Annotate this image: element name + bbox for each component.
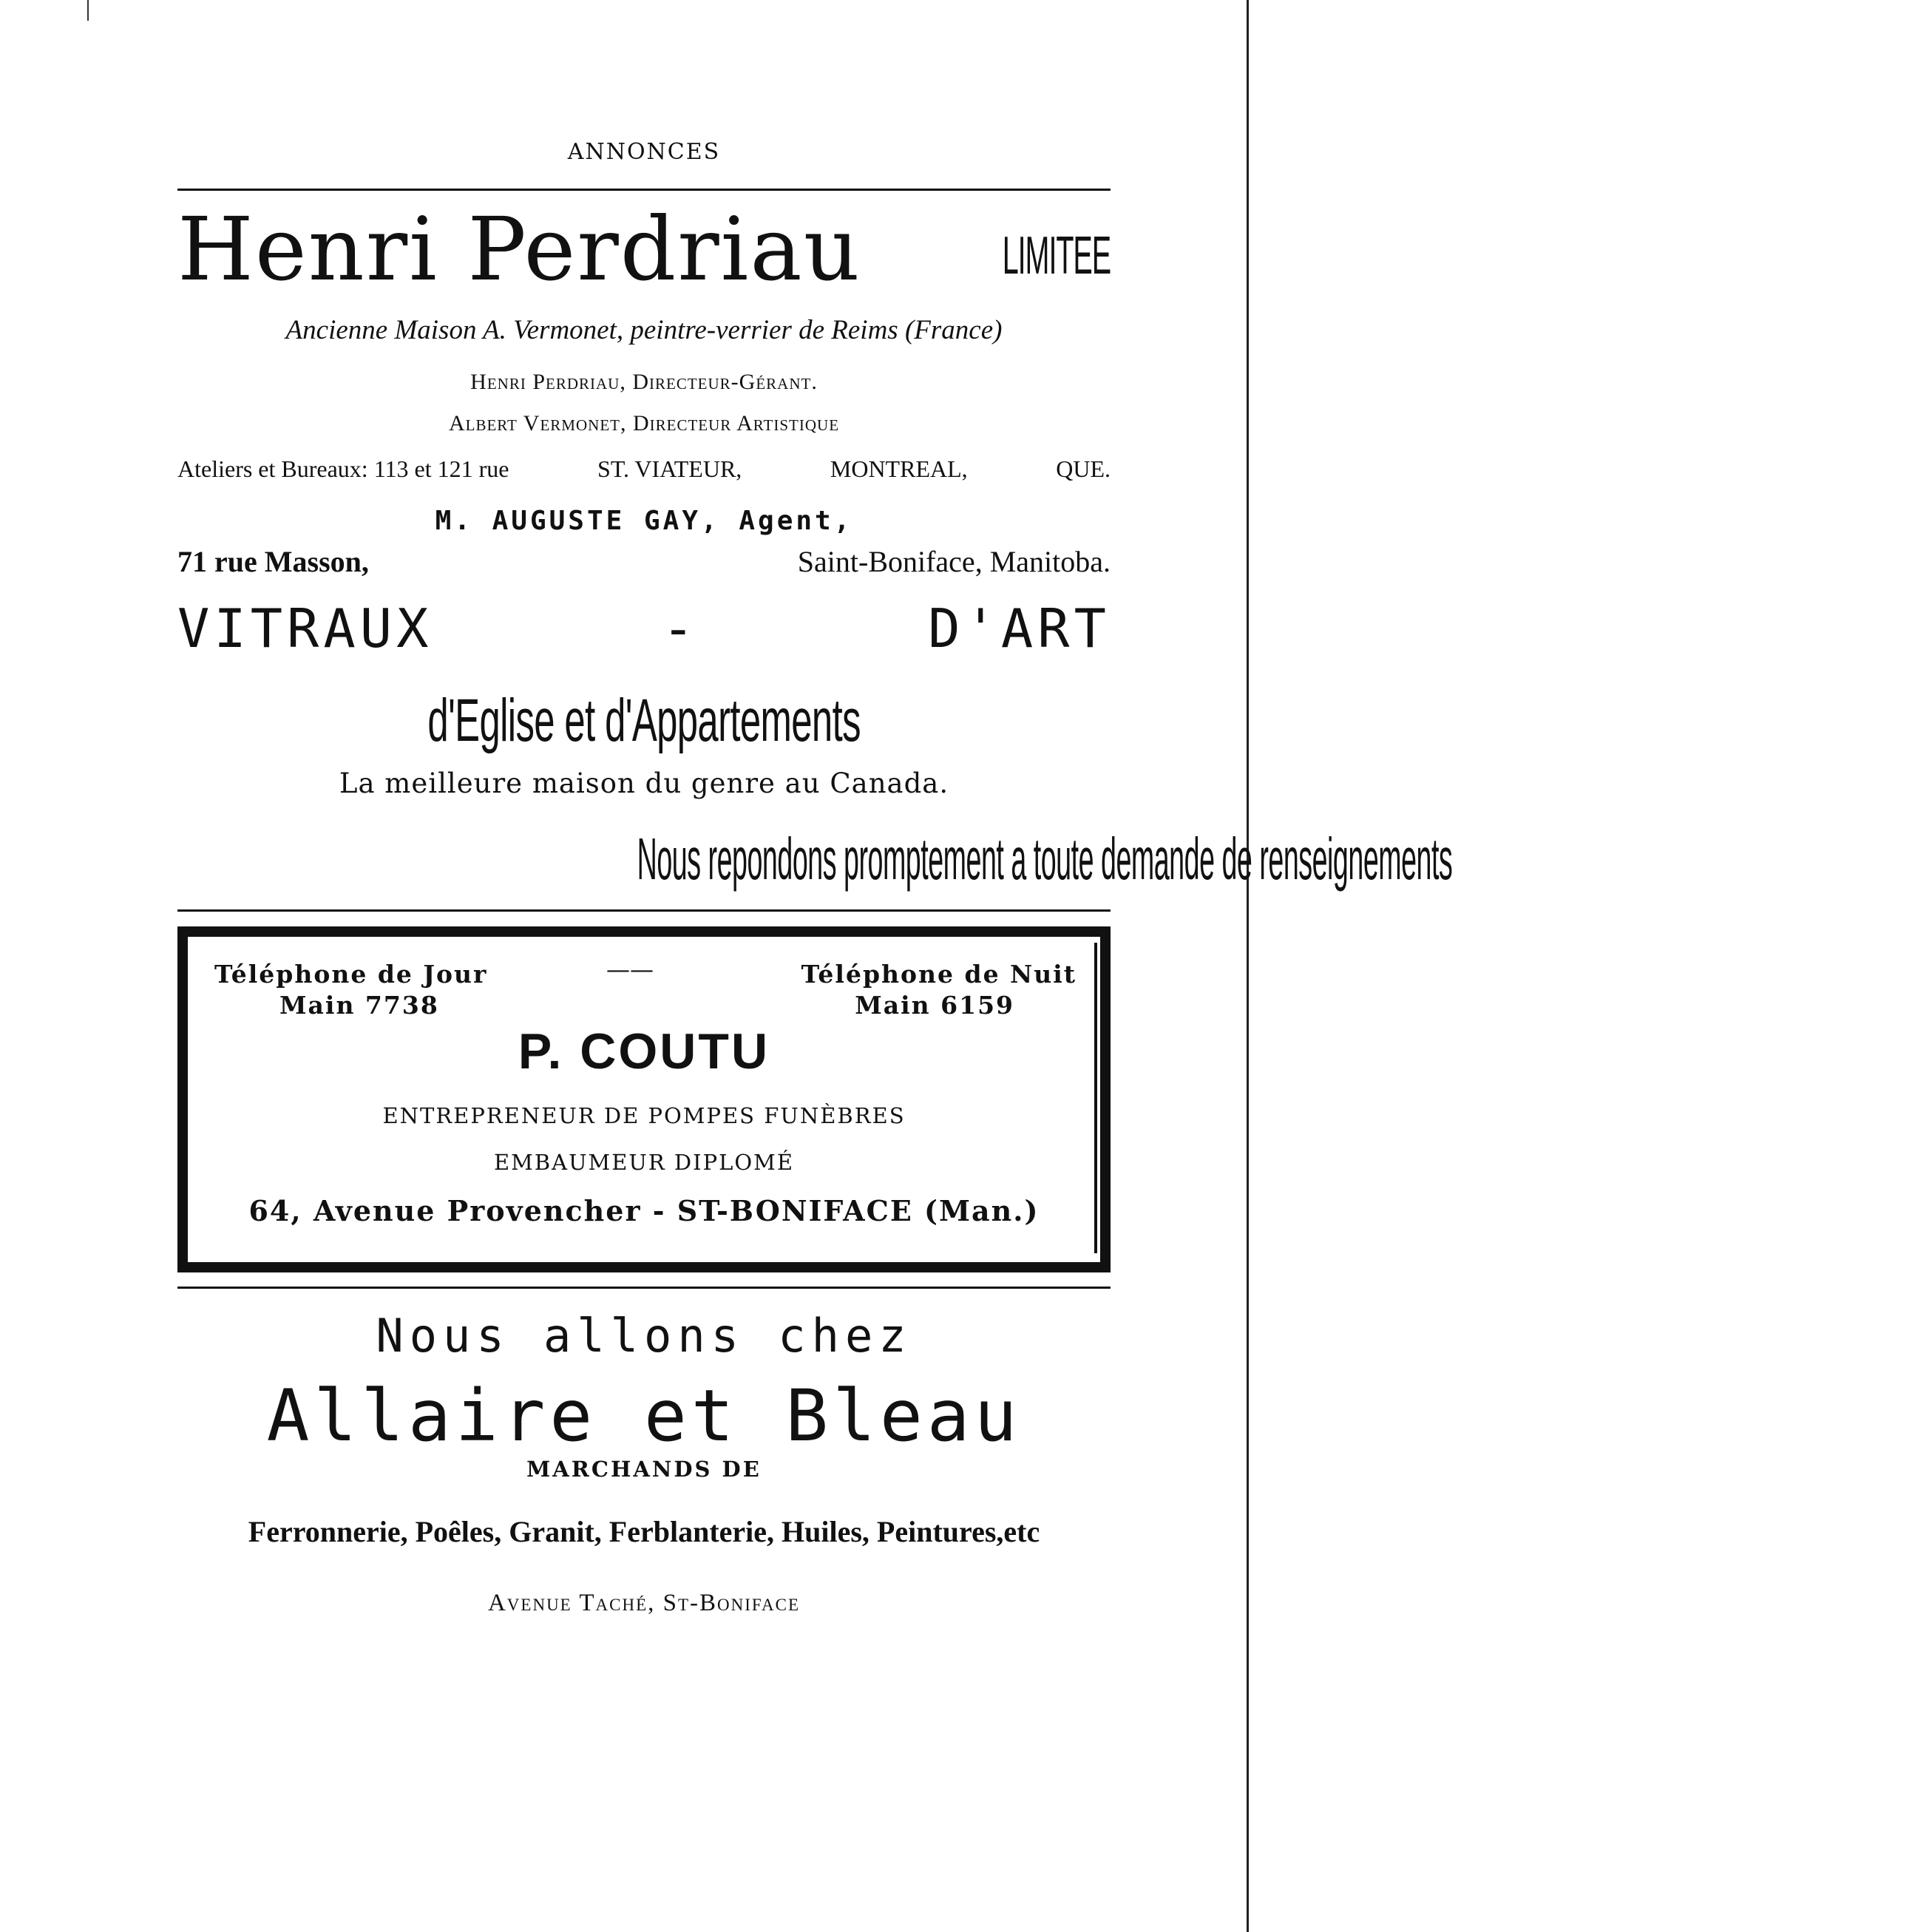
section-title: ANNONCES (567, 139, 721, 165)
coutu-address: 64, Avenue Provencher - ST-BONIFACE (Man.) (248, 1194, 1040, 1227)
coutu-name: P. COUTU (518, 1023, 770, 1079)
perdriau-former-house: Ancienne Maison A. Vermonet, peintre-verrier de Reims (France) (285, 315, 1003, 345)
perdriau-response: Nous repondons promptement a toute demande de renseignements (637, 826, 1453, 892)
perdriau-address-left: Ateliers et Bureaux: 113 et 121 rue (177, 455, 509, 482)
perdriau-product-right: D'ART (928, 597, 1111, 660)
perdriau-address-row (177, 455, 1111, 483)
allaire-merchants: MARCHANDS DE (526, 1457, 762, 1482)
perdriau-product-row (177, 599, 1111, 658)
perdriau-tagline: La meilleure maison du genre au Canada. (339, 767, 949, 799)
coutu-day-phone-number: Main 7738 (279, 991, 439, 1020)
perdriau-address-city: MONTREAL, (830, 455, 968, 482)
coutu-day-phone-label: Téléphone de Jour (214, 960, 488, 989)
perdriau-company-name: Henri Perdriau (177, 198, 861, 300)
perdriau-artistic-director: Albert Vermonet, Directeur Artistique (448, 411, 840, 435)
coutu-bottom-rule (177, 1287, 1111, 1289)
header-rule (177, 189, 1111, 191)
perdriau-agent-city: Saint-Boniface, Manitoba. (797, 545, 1111, 578)
perdriau-address-street: ST. VIATEUR, (597, 455, 742, 482)
perdriau-bottom-rule (177, 909, 1111, 912)
perdriau-product-left: VITRAUX (177, 597, 433, 660)
perdriau-agent-street: 71 rue Masson, (177, 545, 369, 578)
perdriau-product-dash: - (662, 597, 699, 660)
allaire-address: Avenue Taché, St-Boniface (487, 1590, 801, 1616)
perdriau-title-row (177, 198, 1111, 300)
page-edge-line (1247, 0, 1249, 1932)
perdriau-agent-address-row (177, 544, 1111, 579)
margin-mark (87, 0, 89, 21)
perdriau-response-wrap (177, 822, 1453, 896)
perdriau-limitee: LIMITEE (1002, 226, 1111, 285)
perdriau-agent: M. AUGUSTE GAY, Agent, (435, 506, 853, 536)
perdriau-product-sub: d'Eglise et d'Appartements (427, 687, 861, 754)
allaire-intro: Nous allons chez (376, 1309, 912, 1363)
allaire-goods: Ferronnerie, Poêles, Granit, Ferblanterie, Huiles, Peintures,etc (248, 1515, 1040, 1548)
coutu-night-phone-label: Téléphone de Nuit (801, 960, 1077, 989)
perdriau-product-sub-wrap (177, 680, 1111, 762)
coutu-trade: ENTREPRENEUR DE POMPES FUNÈBRES (382, 1103, 906, 1128)
coutu-phone-dash: —— (606, 955, 654, 983)
perdriau-address-province: QUE. (1056, 455, 1111, 482)
coutu-embalmer: EMBAUMEUR DIPLOMÉ (493, 1150, 795, 1175)
coutu-night-phone-number: Main 6159 (855, 991, 1014, 1020)
allaire-name: Allaire et Bleau (266, 1375, 1022, 1457)
perdriau-director-manager: Henri Perdriau, Directeur-Gérant. (470, 370, 818, 394)
